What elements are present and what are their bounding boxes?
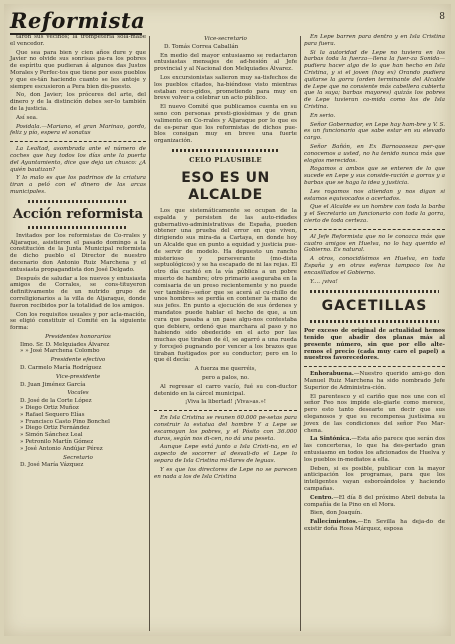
column-divider xyxy=(300,36,301,631)
paragraph: Al Jefe Reformista que no le conozca más que cuatro amigos en Huelva, no lo hay querido el Gobierno. Es natural. xyxy=(304,233,445,254)
paragraph: Los que sistemáticamente se ocupan de la espalda y persisten de las auto-ridades gubernativo-administrativas de España, pueden obtener una prueba del error en que viven, dirigiendo sus mira-da a Cartaya, en donde hoy un Alcalde que en punto a equidad y justicia pue-de servir de modelo. Ha depuesto un rancho misterioso y perseverante (mo-dista septuológicos) y se ha escapado de ni las rejas. El otro día cuchió en la vía pública a un pobre muerto de hambre; otro primario aseguraba en la comisaria de un preso recientemente y no puede ver también—señor que se acerá al cu-chillo de unos hombres se perdía en contener la mano de sus jefes. En punto a ejecución de sus órdenes y mandatos puede hablar el hecho de que, a un cura que pasaba a un pase algu-nos contestaba que debiere, ordenó que marchara al paso y no habiendo sido obedecido en el acto por las muchas que tiraban de él, se agarró a una rueda y forcejeó pugnando por vencer a los brazos que tiraban fustigados por su conductor; pero en lo que él decía: xyxy=(154,207,297,364)
ornament-rule xyxy=(28,226,128,229)
section-heading: CELO PLAUSIBLE xyxy=(189,155,262,164)
quote-line: pero a palos, no. xyxy=(202,375,249,382)
subheading: Vice-presidente xyxy=(55,373,101,380)
divider xyxy=(304,229,445,230)
subheading: Vocales xyxy=(67,390,89,397)
column-1 xyxy=(10,34,146,471)
divider xyxy=(304,366,445,367)
divider xyxy=(10,141,146,142)
paragraph: El parentesco y el cariño que nos une con el señor Feo nos impide elo-giarle como merece, pero esto tanto desearte un decir que sus eleganosos y que su recompensa justísima su jovex de las condiciones del señor Feo Mar-chena. xyxy=(304,393,445,434)
masthead: Reformista xyxy=(10,8,146,33)
name-list xyxy=(20,342,146,356)
paragraph: Después de saludar a los nuevos y entusiasta amigos de Corrales, se cons-tituyeron definitivamente de un nutrido grupo de correligionarios a la villa de Aljaraque, donde fueron recibidos por la totalidad de los amigos. xyxy=(10,275,146,309)
subheading: Presidentes honorarios xyxy=(45,333,111,340)
paragraph: Señor Bañón, en Ex Barnoaoseza per-que conocemos a usted, no ha tenido nunca más que elogios merecidos. xyxy=(304,143,445,164)
list-item: D. Tomás Correa Caballán xyxy=(164,43,239,50)
signature-note: Posidala.—Mariano, el gran Marinao, gordo, feliz y pío, espera el sonatus xyxy=(10,123,146,137)
list-item: » Simón Sánchez Leal xyxy=(20,432,83,439)
paragraph: Así sea. xyxy=(16,114,38,121)
gacetilla-title: Fallecimientos. xyxy=(310,519,358,526)
paragraph: No, don Javier; los próceres del arte, del dinero y de la distinción debes ser-lo también de la justicia. xyxy=(10,92,146,112)
paragraph: El nuevo Comité que publicamos cuenta en su seno con personas presti-giosísimas y de gran valimento en Co-rrales y Aljaraque por lo que es de es-perar que los reformistas de dichos pue-blos consigan muy en breve una fuerte organización. xyxy=(154,104,297,145)
name-list xyxy=(20,398,146,452)
gacetilla xyxy=(304,371,445,391)
paragraph: Les rogamos nos atiendan y nos digan si estamos equivocados o acertados. xyxy=(304,188,445,202)
paragraph: Invitados por los reformistas de Co-rrales y Aljaraque, asistieron el pasado domingo a la constitución de la Junta Municipal reformista de dicho pueblo el Director de nuestro decenario don Antonio Ruiz Marchena y el entusiasta propagandista don José Delgado. xyxy=(10,232,146,273)
list-item: D. Juan Jiménez García xyxy=(20,381,86,388)
paragraph: En Isla Cristina se reunen 60.000 pe-setas para construir la estatua del hombre Y a Lepe se escamoyan los pobres, y el Pósito con 36.000 duros, según nos di-cen, no dá una peseta. xyxy=(154,415,297,442)
list-item: » Francisco Casto Pino Bonchel xyxy=(20,418,110,425)
article-title: Acción reformista xyxy=(12,206,144,222)
paragraph: Bien, don Joaquín. xyxy=(310,510,362,517)
notice: La Lealtad, asombrada ante el número de coches que hay todos los días ante la puerta del Ayuntamiento, dice que deja un chusco: ¿A quién bautizan? xyxy=(10,146,146,173)
paragraph: Señor Gobernador, en Lepe hay ham-bre y V. S. es un funcionario que sabe estar en su elevado cargo. xyxy=(304,121,445,142)
paragraph: En serio. xyxy=(310,112,336,119)
paragraph: Y es que los directores de Lepe no se parecen en nada a los de Isla Cristina xyxy=(154,466,297,480)
paragraph: Rogamos a ambos que se enteren de lo que sucede en Lepe y sus conside-ración a gorras y a barbas que se haga la idea y justicia. xyxy=(304,166,445,186)
column-divider xyxy=(149,36,150,631)
paragraph: Aunque Lepe está junto a Isla Cristi-na, en el aspecto de socorrer al desvali-do el Lepe lo separa de Isla Cristina mi-llares de leguas. xyxy=(154,444,297,465)
notice: Y lo malo es que los padrinos de la criatura tiran a peló con el dinero de las arcas municipales. xyxy=(10,175,146,195)
page-number: 8 xyxy=(439,12,445,22)
column-3 xyxy=(304,34,445,535)
paragraph: A otros, conocidísimos en Huelva, en toda España y en otras esferas tampoco los ha encasillados el Gobierno. xyxy=(304,256,445,276)
ornament-rule xyxy=(310,320,439,323)
gacetilla xyxy=(304,519,445,533)
gacetilla-text: —Esta año parece que serán dos las concerteras, lo que ha des-pertado gran entusiasmo en todos los aficionados de Huelva y los pueblos in-mediatos a ella. xyxy=(304,436,445,463)
subheading: Vice-secretario xyxy=(204,36,247,42)
paragraph: Y.... ¡viva! xyxy=(310,278,338,285)
gacetilla-title: Centro. xyxy=(310,494,334,501)
paragraph: Si la autoridad de Lepe no tuviera en los barbas toda la fuerza—llena la fuer-za Sonida—pudiera hacer algo de lo que han hecho en Isla Cristina, y si el joven (hoy ex) Orando pudiera quitarse la gorra (orden terminante del Alcalde de Lepe que no consiente más cabellera cubierta que la suya; barbas mayores) quizás los pobres de Lepe tuvieran co-mida como los de Isla Cristina. xyxy=(304,49,445,110)
list-item: D. José de la Corte López xyxy=(20,398,92,405)
paragraph: Deben, si es posible, publicar con la mayor anticipación los programas, para que los inteligentes vayan esboroándolos y haciendo campañas. xyxy=(304,465,445,493)
headline: ESO ES UN ALCALDE xyxy=(181,169,270,203)
paragraph: Los excursionistas salieron muy sa-tisfechos de los pueblos citados, ha-biéndose visto mientras estaban reco-gidos, prometiendo para muy en breve volver a celebrar un acto público. xyxy=(154,74,297,102)
ornament-rule xyxy=(310,290,439,293)
paragraph: Que sea para bien y cien años dure y que Javier no olvide sus sonrisas pa-ra los pobres de espíritu que pudieran á algunos das Justos Morales y Perfec-tos que tiene por esos pueblos y que es-tán haciendo cuanto se les antoje y siempre escusieron a Pera bien dis-puesto. xyxy=(10,49,146,90)
list-item: » José Antonio Andújar Pérez xyxy=(20,445,103,452)
list-item: » » José Marchena Colombo xyxy=(20,348,100,355)
list-item: » Diego Ortiz Fernández xyxy=(20,425,90,432)
gacetilla-text: —En Sevilla ha deja-do de existir doña Rosa Márquez, esposa xyxy=(304,519,445,533)
subheading: Presidente efectivo xyxy=(50,357,106,364)
column-2 xyxy=(154,34,297,482)
gacetilla-text: —Nuestro querido ami-go don Manuel Ruiz Marchena ha sido nombrado Jefe Superior de Administra-ción. xyxy=(304,371,445,391)
quote-line: A fuerza me querréis, xyxy=(194,366,257,373)
gacetilla xyxy=(304,495,445,509)
list-item: D. Carmelo María Rodríguez xyxy=(20,365,102,372)
gacetilla-text: —El día 8 del próximo Abril debuta la compañía de la Pino en el Mora. xyxy=(304,494,445,508)
gacetilla xyxy=(304,436,445,463)
ornament-rule xyxy=(172,149,279,152)
paragraph: Que el Alcalde es un hombre con toda la barba y el Secretario un funcionario con toda la gorra, cierto de toda certeza. xyxy=(304,204,445,224)
gacetilla-title: Enhorabuena. xyxy=(310,371,354,378)
paragraph: En Lepe barren para dentro y en Isla Cristina para fuera. xyxy=(304,34,445,47)
list-item: » Diego Ortiz Muñoz xyxy=(20,405,79,412)
subheading: Secretario xyxy=(63,454,93,461)
ornament-rule xyxy=(28,200,128,203)
list-item: Ilmo. Sr. D. Melquiades Álvarez xyxy=(20,341,110,348)
newspaper-page xyxy=(4,4,451,636)
paragraph: Al regresar el carro vacío, fué su con-ductor detenido en la cárcel municipal. xyxy=(154,383,297,397)
paragraph: tarón sus vecinos; la trompetería sola-mabe el vencedor. xyxy=(10,34,146,47)
gacetilla-title: La Sintónica. xyxy=(310,436,352,443)
paragraph: En medio del mayor entusiasmo se redactaron entusiastas mensajes de ad-hesión al Jefe provincial y al Nacional don Melquiades Álvarez. xyxy=(154,52,297,73)
paragraph: ¡Viva la libertad! ¡Viva»as.»! xyxy=(184,399,267,406)
list-item: » Petronilo Martín Gómez xyxy=(20,439,94,446)
section-heading: GACETILLAS xyxy=(321,298,428,315)
list-item: D. José María Vázquez xyxy=(20,462,84,469)
list-item: » Rafael Sequero Elías xyxy=(20,411,85,418)
lede-paragraph: Por exceso de original de actualidad hemos tenido que abadir dos planas más al presente número, sin que por ello alte-remos el precio (cada muy caro el papel) a nuestros favorecedores. xyxy=(304,328,445,362)
paragraph: Con los requisitos usuales y por acla-mación, se eligió constituir el Comité en la siguiente forma: xyxy=(10,311,146,332)
divider xyxy=(154,410,297,411)
